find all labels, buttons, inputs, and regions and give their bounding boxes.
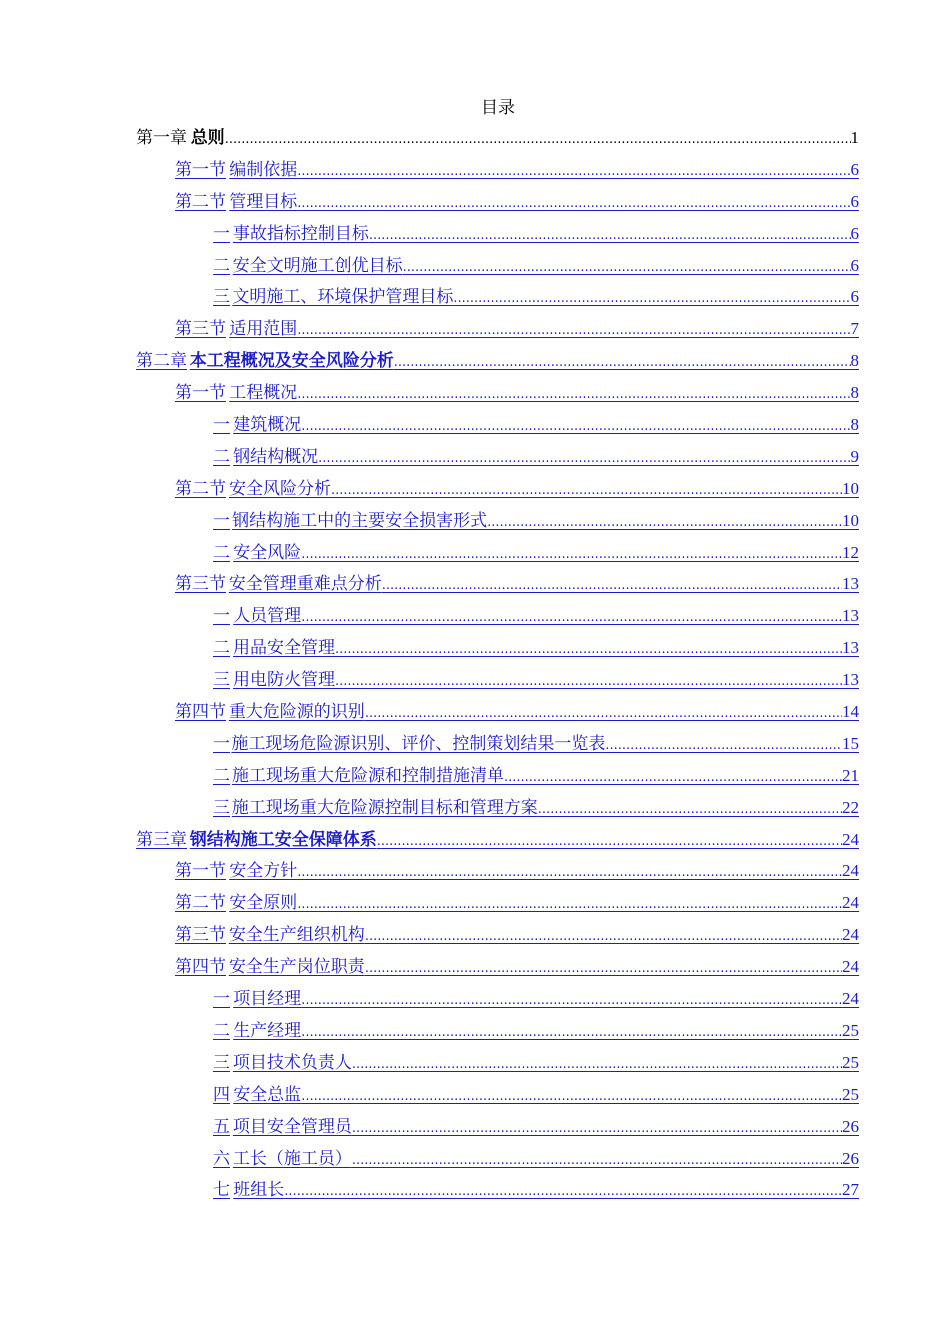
toc-entry-subsection[interactable] <box>136 509 859 541</box>
toc-entry-title: 安全管理重难点分析 <box>228 574 382 595</box>
toc-leader <box>504 766 842 790</box>
toc-leader <box>297 319 850 343</box>
toc-entry-title: 钢结构施工中的主要安全损害形式 <box>232 510 488 531</box>
toc-entry-title: 项目安全管理员 <box>232 1116 352 1137</box>
toc-entry-title: 钢结构施工安全保障体系 <box>189 829 377 850</box>
toc-leader <box>377 830 842 854</box>
toc-page-number: 25 <box>842 1084 859 1104</box>
toc-page-number: 8 <box>850 351 859 371</box>
toc-entry-section[interactable] <box>136 158 859 190</box>
toc-entry-section[interactable] <box>136 381 859 413</box>
toc-entry-subsection[interactable] <box>136 668 859 700</box>
toc-entry-chapter-2[interactable] <box>136 349 859 381</box>
toc-page-number: 6 <box>850 223 859 243</box>
toc-entry-title: 安全方针 <box>229 861 298 882</box>
toc-entry-title: 事故指标控制目标 <box>232 223 369 244</box>
toc-number: 二 <box>213 542 230 563</box>
toc-number: 五 <box>213 1116 230 1137</box>
toc-entry-title: 重大危险源的识别 <box>228 702 365 723</box>
toc-entry-subsection[interactable] <box>136 604 859 636</box>
toc-entry-section[interactable] <box>136 317 859 349</box>
toc-entry-title: 施工现场危险源识别、评价、控制策划结果一览表 <box>231 733 606 754</box>
toc-leader <box>382 574 842 598</box>
toc-number: 一 <box>213 606 230 627</box>
toc-number: 三 <box>213 797 230 818</box>
toc-entry-subsection[interactable] <box>136 285 859 317</box>
toc-page-number: 24 <box>842 925 859 945</box>
toc-page-number: 13 <box>842 606 859 626</box>
toc-number: 第一章 <box>136 128 187 148</box>
toc-entry-title: 班组长 <box>233 1180 285 1201</box>
toc-entry-section[interactable] <box>136 700 859 732</box>
toc-entry-title: 施工现场重大危险源和控制措施清单 <box>232 765 504 786</box>
toc-entry-title: 用品安全管理 <box>233 638 335 659</box>
toc-page-number: 1 <box>850 128 859 147</box>
toc-entry-title: 工程概况 <box>229 383 298 404</box>
toc-entry-section[interactable] <box>136 859 859 891</box>
toc-page-number: 6 <box>850 159 859 179</box>
toc-entry-title: 适用范围 <box>229 319 298 340</box>
toc-leader <box>301 1085 842 1109</box>
toc-page-number: 10 <box>842 478 859 498</box>
toc-number: 第一节 <box>175 861 226 882</box>
toc-entry-subsection[interactable] <box>136 1147 859 1179</box>
toc-entry-section[interactable] <box>136 923 859 955</box>
toc-leader <box>352 1149 842 1173</box>
toc-leader <box>365 702 842 726</box>
toc-leader <box>318 447 850 471</box>
toc-page-number: 27 <box>842 1180 859 1200</box>
toc-entry-title: 项目技术负责人 <box>232 1052 352 1073</box>
toc-leader <box>352 1053 842 1077</box>
toc-number: 一 <box>213 989 230 1010</box>
toc-entry-section[interactable] <box>136 572 859 604</box>
toc-number: 三 <box>213 670 230 691</box>
toc-number: 第四节 <box>175 702 226 723</box>
toc-entry-title: 生产经理 <box>233 1020 302 1041</box>
toc-leader <box>301 543 842 567</box>
toc-entry-title: 用电防火管理 <box>233 670 335 691</box>
toc-leader <box>297 861 842 885</box>
toc-leader <box>487 511 842 535</box>
toc-number: 第二节 <box>175 478 226 499</box>
toc-page-number: 24 <box>842 893 859 913</box>
toc-number: 第三节 <box>175 319 226 340</box>
toc-page-number: 24 <box>842 861 859 881</box>
toc-leader <box>225 128 851 152</box>
toc-entry-subsection[interactable] <box>136 222 859 254</box>
toc-leader <box>403 256 851 280</box>
toc-entry-subsection[interactable] <box>136 1083 859 1115</box>
toc-number: 一 <box>213 415 230 436</box>
toc-leader <box>297 192 850 216</box>
toc-page-number: 12 <box>842 542 859 562</box>
toc-entry-title: 施工现场重大危险源控制目标和管理方案 <box>231 797 538 818</box>
toc-page-number: 7 <box>850 319 859 339</box>
toc-leader <box>331 479 842 503</box>
toc-page-number: 15 <box>842 733 859 753</box>
toc-entry-chapter-3[interactable] <box>136 828 859 860</box>
toc-number: 第一节 <box>175 159 226 180</box>
toc-leader <box>335 670 842 694</box>
toc-entry-subsection[interactable] <box>136 413 859 445</box>
toc-entry-subsection[interactable] <box>136 732 859 764</box>
toc-page-number: 24 <box>842 989 859 1009</box>
toc-entry-section[interactable] <box>136 891 859 923</box>
toc-leader <box>284 1180 842 1204</box>
toc-entry-subsection[interactable] <box>136 987 859 1019</box>
toc-entry-subsection[interactable] <box>136 1115 859 1147</box>
toc-entry-subsection[interactable] <box>136 1019 859 1051</box>
toc-number: 一 <box>213 733 230 754</box>
toc-entry-title: 安全原则 <box>229 893 298 914</box>
toc-leader <box>301 1021 842 1045</box>
toc-page-number: 21 <box>842 765 859 785</box>
toc-entry-section[interactable] <box>136 190 859 222</box>
toc-number: 第三章 <box>136 829 187 850</box>
toc-leader <box>301 415 850 439</box>
toc-number: 七 <box>213 1180 230 1201</box>
toc-page-number: 9 <box>850 446 859 466</box>
toc-number: 三 <box>213 287 230 308</box>
toc-page-number: 6 <box>850 287 859 307</box>
toc-entry-title: 本工程概况及安全风险分析 <box>189 351 394 372</box>
toc-leader <box>453 287 850 311</box>
toc-page-number: 26 <box>842 1116 859 1136</box>
toc-entry-title: 建筑概况 <box>233 415 302 436</box>
toc-page-number: 22 <box>842 797 859 817</box>
toc-number: 第四节 <box>175 957 226 978</box>
toc-number: 第二节 <box>175 191 226 212</box>
toc-entry-subsection[interactable] <box>136 636 859 668</box>
toc-entry-title: 人员管理 <box>233 606 302 627</box>
toc-leader <box>301 989 842 1013</box>
toc-number: 二 <box>213 446 230 467</box>
toc-page-number: 25 <box>842 1052 859 1072</box>
toc-page-number: 14 <box>842 702 859 722</box>
toc-page-number: 10 <box>842 510 859 530</box>
toc-page-number: 26 <box>842 1148 859 1168</box>
toc-leader <box>365 957 842 981</box>
toc-entry-subsection[interactable] <box>136 796 859 828</box>
toc-leader <box>297 383 850 407</box>
toc-number: 二 <box>213 638 230 659</box>
toc-leader <box>605 734 842 758</box>
toc-number: 第二节 <box>175 893 226 914</box>
toc-number: 第三节 <box>175 574 226 595</box>
toc-entry-title: 工长（施工员） <box>232 1148 352 1169</box>
toc-number: 第二章 <box>136 351 187 372</box>
toc-entry-title: 项目经理 <box>233 989 302 1010</box>
toc-entry-title: 管理目标 <box>229 191 298 212</box>
toc-entry-title: 安全生产组织机构 <box>228 925 365 946</box>
toc-number: 二 <box>213 765 230 786</box>
toc-page-number: 8 <box>850 383 859 403</box>
toc-leader <box>352 1117 842 1141</box>
toc-entry-title: 总则 <box>190 128 225 148</box>
toc-entry-subsection[interactable] <box>136 254 859 286</box>
toc-entry-title: 安全生产岗位职责 <box>228 957 365 978</box>
toc-page-number: 13 <box>842 574 859 594</box>
toc-entry-subsection[interactable] <box>136 541 859 573</box>
toc-entry-title: 安全总监 <box>233 1084 302 1105</box>
toc-page-number: 25 <box>842 1020 859 1040</box>
table-of-contents <box>136 126 859 1210</box>
toc-entry-subsection[interactable] <box>136 764 859 796</box>
toc-number: 六 <box>213 1148 230 1169</box>
toc-leader <box>297 160 850 184</box>
toc-page-number: 24 <box>842 829 859 849</box>
toc-leader <box>365 925 842 949</box>
toc-leader <box>335 638 842 662</box>
toc-number: 第一节 <box>175 383 226 404</box>
toc-entry-section[interactable] <box>136 477 859 509</box>
toc-entry-chapter-1[interactable] <box>136 126 859 158</box>
toc-title: 目录 <box>481 98 515 118</box>
toc-entry-title: 文明施工、环境保护管理目标 <box>232 287 454 308</box>
toc-entry-title: 安全文明施工创优目标 <box>232 255 403 276</box>
toc-number: 三 <box>213 1052 230 1073</box>
toc-leader <box>369 224 851 248</box>
toc-page-number: 6 <box>850 255 859 275</box>
toc-number: 二 <box>213 255 230 276</box>
toc-leader <box>538 798 842 822</box>
toc-number: 一 <box>213 223 230 244</box>
toc-entry-subsection[interactable] <box>136 1051 859 1083</box>
toc-page-number: 6 <box>850 191 859 211</box>
toc-entry-section[interactable] <box>136 955 859 987</box>
toc-number: 一 <box>213 510 230 531</box>
toc-page-number: 13 <box>842 638 859 658</box>
toc-leader <box>394 351 851 375</box>
toc-page-number: 8 <box>850 415 859 435</box>
toc-entry-title: 安全风险 <box>233 542 302 563</box>
toc-entry-subsection[interactable] <box>136 445 859 477</box>
toc-number: 四 <box>213 1084 230 1105</box>
toc-page-number: 24 <box>842 957 859 977</box>
toc-entry-subsection[interactable] <box>136 1178 859 1210</box>
toc-number: 二 <box>213 1020 230 1041</box>
toc-page-number: 13 <box>842 670 859 690</box>
toc-number: 第三节 <box>175 925 226 946</box>
toc-entry-title: 钢结构概况 <box>233 446 319 467</box>
toc-entry-title: 安全风险分析 <box>229 478 332 499</box>
toc-entry-title: 编制依据 <box>229 159 298 180</box>
toc-leader <box>301 606 842 630</box>
toc-leader <box>297 893 842 917</box>
